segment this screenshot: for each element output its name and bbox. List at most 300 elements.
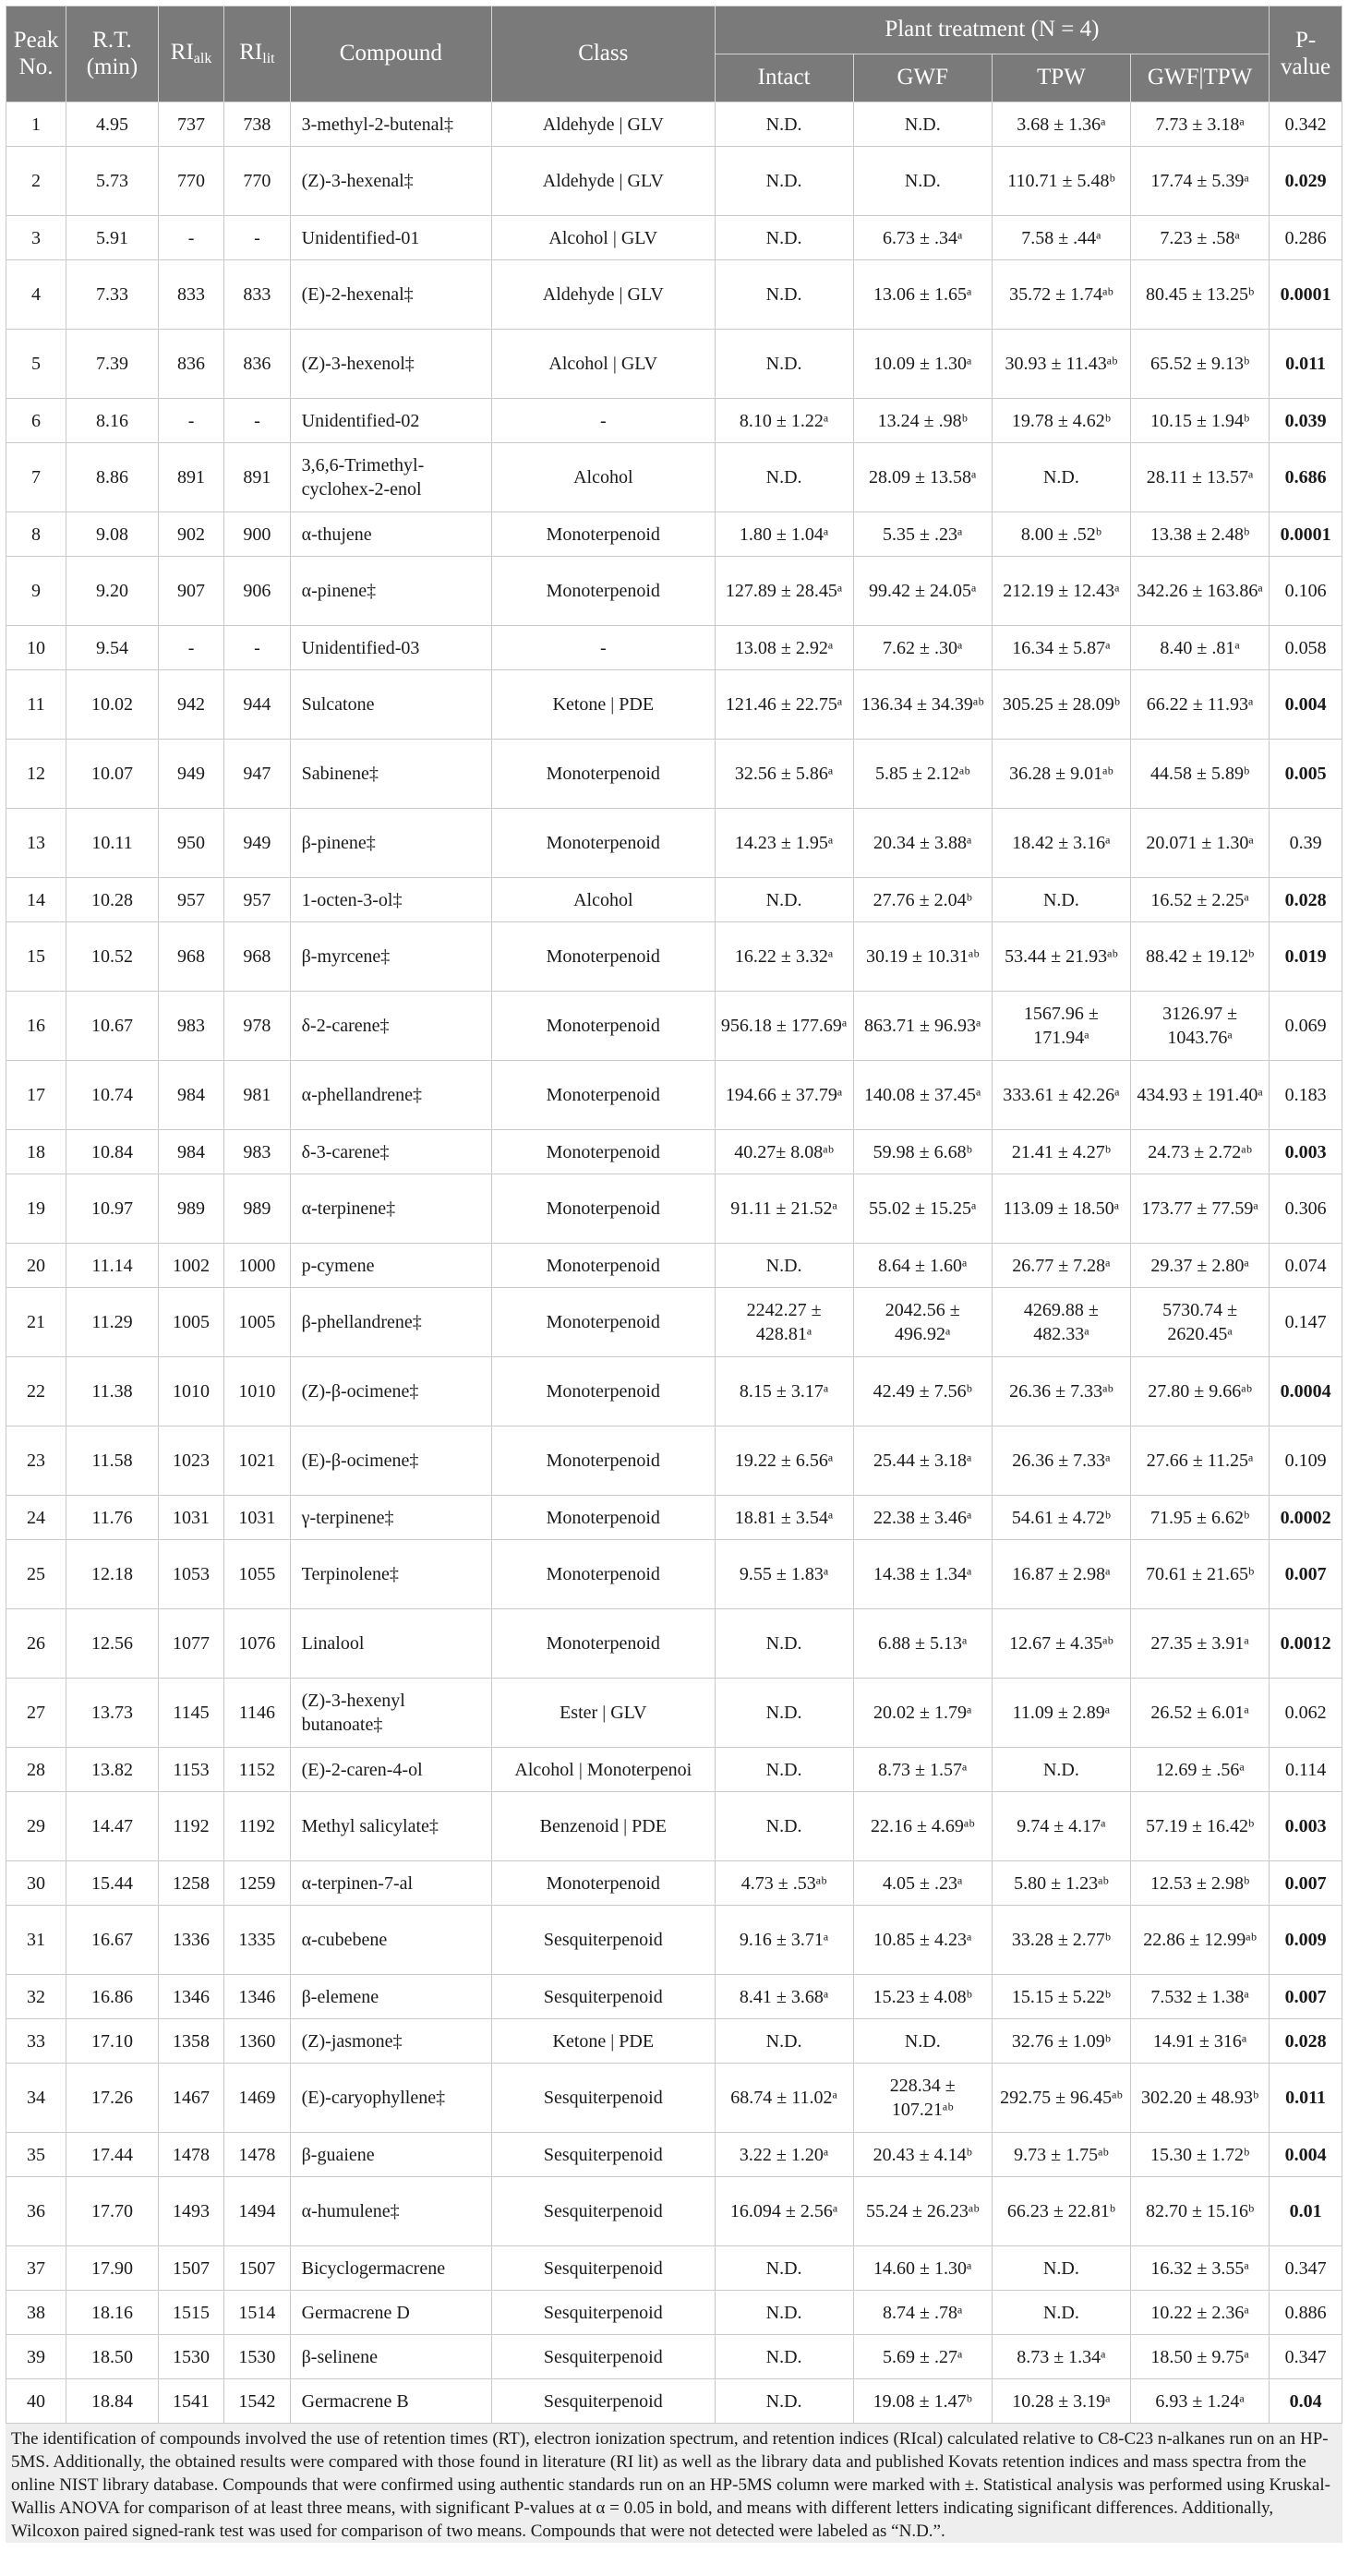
table-row: [6, 557, 1342, 626]
cell-ri-lit: 957: [224, 878, 290, 922]
cell-compound: α-pinene‡: [290, 557, 491, 626]
cell-intact: N.D.: [715, 2291, 853, 2335]
cell-tpw: 32.76 ± 1.09ᵇ: [992, 2019, 1130, 2064]
cell-peak: 40: [6, 2379, 66, 2424]
cell-ri-lit: 1192: [224, 1792, 290, 1861]
cell-rt: 10.84: [66, 1130, 159, 1174]
cell-gwf-tpw: 22.86 ± 12.99ᵃᵇ: [1131, 1906, 1270, 1975]
cell-ri-alk: 1010: [158, 1357, 223, 1426]
table-row: [6, 1061, 1342, 1130]
table-footnote: The identification of compounds involved the use of retention times (RT), electron ionization spectrum, and retention indices (RIcal) calculated relative to C8-C23 n-alkanes run on an HP-5MS. Additionally, the obtained results were compared with those found in literature (RI lit) as well as the library data and published Kovats retention indices and mass spectra from the online NIST library database. Compounds that were confirmed using authentic standards run on an HP-5MS column were marked with ±. Statistical analysis was performed using Kruskal-Wallis ANOVA for comparison of at least three means, with significant P-values at α = 0.05 in bold, and means with different letters indicating significant differences. Additionally, Wilcoxon paired signed-rank test was used for comparison of two means. Compounds that were not detected were labeled as “N.D.”.: [6, 2424, 1342, 2543]
cell-gwf: 5.69 ± .27ᵃ: [853, 2335, 992, 2379]
cell-class: Benzenoid | PDE: [492, 1792, 716, 1861]
cell-rt: 10.11: [66, 809, 159, 878]
cell-p-value: 0.003: [1270, 1130, 1342, 1174]
cell-gwf: 55.24 ± 26.23ᵃᵇ: [853, 2177, 992, 2246]
cell-gwf: 20.02 ± 1.79ᵃ: [853, 1679, 992, 1748]
cell-p-value: 0.007: [1270, 1975, 1342, 2019]
cell-ri-alk: 942: [158, 670, 223, 740]
cell-intact: 121.46 ± 22.75ᵃ: [715, 670, 853, 740]
cell-ri-alk: 907: [158, 557, 223, 626]
cell-gwf-tpw: 5730.74 ± 2620.45ᵃ: [1131, 1288, 1270, 1357]
table-row: [6, 330, 1342, 399]
header-rt: R.T. (min): [66, 6, 159, 102]
cell-rt: 4.95: [66, 102, 159, 147]
cell-class: Monoterpenoid: [492, 1496, 716, 1540]
cell-class: Monoterpenoid: [492, 1426, 716, 1496]
cell-gwf: 136.34 ± 34.39ᵃᵇ: [853, 670, 992, 740]
cell-gwf: 6.88 ± 5.13ᵃ: [853, 1609, 992, 1679]
cell-peak: 34: [6, 2064, 66, 2133]
cell-peak: 4: [6, 260, 66, 330]
cell-compound: Terpinolene‡: [290, 1540, 491, 1609]
table-row: [6, 878, 1342, 922]
cell-gwf: 30.19 ± 10.31ᵃᵇ: [853, 922, 992, 992]
cell-peak: 22: [6, 1357, 66, 1426]
cell-p-value: 0.009: [1270, 1906, 1342, 1975]
table-row: [6, 399, 1342, 443]
cell-compound: γ-terpinene‡: [290, 1496, 491, 1540]
cell-compound: Germacrene B: [290, 2379, 491, 2424]
table-row: [6, 1975, 1342, 2019]
table-row: [6, 1288, 1342, 1357]
cell-ri-alk: 989: [158, 1174, 223, 1244]
cell-gwf: N.D.: [853, 2019, 992, 2064]
header-gwf-tpw: GWF|TPW: [1131, 54, 1270, 102]
cell-gwf-tpw: 3126.97 ± 1043.76ᵃ: [1131, 992, 1270, 1061]
cell-compound: (E)-caryophyllene‡: [290, 2064, 491, 2133]
cell-ri-lit: 947: [224, 740, 290, 809]
header-ri-alk: $RI_{alk}$: [158, 6, 223, 102]
cell-gwf: 27.76 ± 2.04ᵇ: [853, 878, 992, 922]
cell-ri-alk: 1031: [158, 1496, 223, 1540]
cell-rt: 11.38: [66, 1357, 159, 1426]
cell-tpw: 36.28 ± 9.01ᵃᵇ: [992, 740, 1130, 809]
cell-compound: (Z)-3-hexenyl butanoate‡: [290, 1679, 491, 1748]
cell-peak: 28: [6, 1748, 66, 1792]
table-row: [6, 1609, 1342, 1679]
cell-gwf: 6.73 ± .34ᵃ: [853, 216, 992, 260]
table-row: [6, 992, 1342, 1061]
table-row: [6, 147, 1342, 216]
cell-ri-alk: 902: [158, 512, 223, 557]
cell-intact: 4.73 ± .53ᵃᵇ: [715, 1861, 853, 1906]
cell-tpw: N.D.: [992, 2291, 1130, 2335]
cell-gwf-tpw: 17.74 ± 5.39ᵃ: [1131, 147, 1270, 216]
cell-ri-lit: 1514: [224, 2291, 290, 2335]
cell-gwf: 99.42 ± 24.05ᵃ: [853, 557, 992, 626]
cell-gwf-tpw: 80.45 ± 13.25ᵇ: [1131, 260, 1270, 330]
cell-gwf: N.D.: [853, 147, 992, 216]
cell-gwf-tpw: 18.50 ± 9.75ᵃ: [1131, 2335, 1270, 2379]
cell-class: Alcohol | Monoterpenoi: [492, 1748, 716, 1792]
cell-ri-lit: 738: [224, 102, 290, 147]
cell-tpw: 16.34 ± 5.87ᵃ: [992, 626, 1130, 670]
cell-gwf-tpw: 71.95 ± 6.62ᵇ: [1131, 1496, 1270, 1540]
table-row: [6, 2019, 1342, 2064]
cell-p-value: 0.0001: [1270, 260, 1342, 330]
cell-class: -: [492, 399, 716, 443]
table-row: [6, 1540, 1342, 1609]
cell-rt: 18.50: [66, 2335, 159, 2379]
cell-gwf-tpw: 26.52 ± 6.01ᵃ: [1131, 1679, 1270, 1748]
table-row: [6, 1426, 1342, 1496]
cell-peak: 21: [6, 1288, 66, 1357]
header-class: Class: [492, 6, 716, 102]
cell-gwf-tpw: 66.22 ± 11.93ᵃ: [1131, 670, 1270, 740]
cell-rt: 13.82: [66, 1748, 159, 1792]
cell-peak: 23: [6, 1426, 66, 1496]
cell-class: Monoterpenoid: [492, 1609, 716, 1679]
cell-intact: 32.56 ± 5.86ᵃ: [715, 740, 853, 809]
cell-gwf-tpw: 12.53 ± 2.98ᵇ: [1131, 1861, 1270, 1906]
table-row: [6, 1244, 1342, 1288]
cell-gwf: 22.38 ± 3.46ᵃ: [853, 1496, 992, 1540]
cell-class: Monoterpenoid: [492, 1130, 716, 1174]
cell-intact: N.D.: [715, 1792, 853, 1861]
cell-gwf: 5.85 ± 2.12ᵃᵇ: [853, 740, 992, 809]
cell-ri-lit: 1259: [224, 1861, 290, 1906]
cell-gwf: 140.08 ± 37.45ᵃ: [853, 1061, 992, 1130]
cell-class: Sesquiterpenoid: [492, 2291, 716, 2335]
table-row: [6, 809, 1342, 878]
cell-class: Monoterpenoid: [492, 1357, 716, 1426]
cell-intact: N.D.: [715, 1679, 853, 1748]
cell-ri-lit: 981: [224, 1061, 290, 1130]
cell-ri-alk: 1053: [158, 1540, 223, 1609]
cell-intact: 40.27± 8.08ᵃᵇ: [715, 1130, 853, 1174]
cell-intact: 9.16 ± 3.71ᵃ: [715, 1906, 853, 1975]
cell-intact: 13.08 ± 2.92ᵃ: [715, 626, 853, 670]
cell-class: Monoterpenoid: [492, 1244, 716, 1288]
header-peak: Peak No.: [6, 6, 66, 102]
cell-class: Alcohol | GLV: [492, 216, 716, 260]
cell-class: Monoterpenoid: [492, 922, 716, 992]
cell-peak: 1: [6, 102, 66, 147]
cell-peak: 31: [6, 1906, 66, 1975]
cell-tpw: N.D.: [992, 1748, 1130, 1792]
cell-intact: N.D.: [715, 2335, 853, 2379]
cell-gwf: 228.34 ± 107.21ᵃᵇ: [853, 2064, 992, 2133]
cell-tpw: 11.09 ± 2.89ᵃ: [992, 1679, 1130, 1748]
cell-intact: 91.11 ± 21.52ᵃ: [715, 1174, 853, 1244]
cell-rt: 8.86: [66, 443, 159, 512]
cell-ri-lit: 1469: [224, 2064, 290, 2133]
cell-intact: 3.22 ± 1.20ᵃ: [715, 2133, 853, 2177]
cell-gwf: 22.16 ± 4.69ᵃᵇ: [853, 1792, 992, 1861]
cell-ri-alk: 1336: [158, 1906, 223, 1975]
cell-tpw: 16.87 ± 2.98ᵃ: [992, 1540, 1130, 1609]
cell-ri-alk: 1493: [158, 2177, 223, 2246]
cell-class: Monoterpenoid: [492, 992, 716, 1061]
cell-rt: 15.44: [66, 1861, 159, 1906]
compound-table: [6, 6, 1342, 2424]
cell-gwf: 8.64 ± 1.60ᵃ: [853, 1244, 992, 1288]
cell-gwf-tpw: 16.52 ± 2.25ᵃ: [1131, 878, 1270, 922]
table-row: [6, 2177, 1342, 2246]
cell-tpw: 19.78 ± 4.62ᵇ: [992, 399, 1130, 443]
cell-class: Sesquiterpenoid: [492, 2133, 716, 2177]
table-row: [6, 1130, 1342, 1174]
table-row: [6, 2064, 1342, 2133]
cell-gwf-tpw: 15.30 ± 1.72ᵇ: [1131, 2133, 1270, 2177]
cell-ri-alk: -: [158, 216, 223, 260]
cell-gwf-tpw: 13.38 ± 2.48ᵇ: [1131, 512, 1270, 557]
cell-ri-lit: 1335: [224, 1906, 290, 1975]
cell-class: Sesquiterpenoid: [492, 1906, 716, 1975]
cell-gwf-tpw: 27.35 ± 3.91ᵃ: [1131, 1609, 1270, 1679]
cell-peak: 12: [6, 740, 66, 809]
cell-compound: α-phellandrene‡: [290, 1061, 491, 1130]
header-ri-lit: $RI_{lit}$: [224, 6, 290, 102]
cell-gwf-tpw: 82.70 ± 15.16ᵇ: [1131, 2177, 1270, 2246]
cell-p-value: 0.011: [1270, 2064, 1342, 2133]
cell-intact: 14.23 ± 1.95ᵃ: [715, 809, 853, 878]
table-row: [6, 1748, 1342, 1792]
cell-p-value: 0.0002: [1270, 1496, 1342, 1540]
cell-ri-alk: 968: [158, 922, 223, 992]
cell-rt: 11.58: [66, 1426, 159, 1496]
cell-tpw: 333.61 ± 42.26ᵃ: [992, 1061, 1130, 1130]
cell-intact: N.D.: [715, 216, 853, 260]
cell-gwf-tpw: 12.69 ± .56ᵃ: [1131, 1748, 1270, 1792]
cell-gwf: 10.85 ± 4.23ᵃ: [853, 1906, 992, 1975]
cell-ri-lit: 1076: [224, 1609, 290, 1679]
table-row: [6, 670, 1342, 740]
cell-gwf-tpw: 88.42 ± 19.12ᵇ: [1131, 922, 1270, 992]
cell-peak: 2: [6, 147, 66, 216]
cell-class: Monoterpenoid: [492, 740, 716, 809]
cell-compound: Sabinene‡: [290, 740, 491, 809]
cell-p-value: 0.062: [1270, 1679, 1342, 1748]
cell-ri-lit: -: [224, 399, 290, 443]
cell-class: Sesquiterpenoid: [492, 1975, 716, 2019]
cell-gwf-tpw: 7.23 ± .58ᵃ: [1131, 216, 1270, 260]
cell-gwf-tpw: 6.93 ± 1.24ᵃ: [1131, 2379, 1270, 2424]
cell-rt: 11.76: [66, 1496, 159, 1540]
cell-ri-alk: 1258: [158, 1861, 223, 1906]
cell-gwf: 20.43 ± 4.14ᵇ: [853, 2133, 992, 2177]
cell-ri-lit: 1146: [224, 1679, 290, 1748]
cell-p-value: 0.347: [1270, 2335, 1342, 2379]
cell-intact: 1.80 ± 1.04ᵃ: [715, 512, 853, 557]
cell-tpw: 10.28 ± 3.19ᵃ: [992, 2379, 1130, 2424]
cell-compound: Methyl salicylate‡: [290, 1792, 491, 1861]
table-row: [6, 443, 1342, 512]
cell-p-value: 0.003: [1270, 1792, 1342, 1861]
cell-ri-alk: 984: [158, 1130, 223, 1174]
cell-peak: 38: [6, 2291, 66, 2335]
cell-rt: 7.33: [66, 260, 159, 330]
cell-class: Sesquiterpenoid: [492, 2064, 716, 2133]
cell-ri-alk: 984: [158, 1061, 223, 1130]
cell-ri-lit: 1000: [224, 1244, 290, 1288]
cell-ri-alk: 1541: [158, 2379, 223, 2424]
cell-tpw: 15.15 ± 5.22ᵇ: [992, 1975, 1130, 2019]
cell-gwf: 19.08 ± 1.47ᵇ: [853, 2379, 992, 2424]
cell-peak: 8: [6, 512, 66, 557]
cell-ri-alk: 1005: [158, 1288, 223, 1357]
cell-rt: 11.14: [66, 1244, 159, 1288]
cell-rt: 14.47: [66, 1792, 159, 1861]
cell-intact: N.D.: [715, 2246, 853, 2291]
cell-gwf: 14.60 ± 1.30ᵃ: [853, 2246, 992, 2291]
cell-peak: 13: [6, 809, 66, 878]
cell-compound: δ-3-carene‡: [290, 1130, 491, 1174]
cell-tpw: N.D.: [992, 2246, 1130, 2291]
cell-gwf-tpw: 44.58 ± 5.89ᵇ: [1131, 740, 1270, 809]
cell-intact: 194.66 ± 37.79ᵃ: [715, 1061, 853, 1130]
cell-p-value: 0.007: [1270, 1861, 1342, 1906]
cell-gwf: 8.73 ± 1.57ᵃ: [853, 1748, 992, 1792]
table-row: [6, 512, 1342, 557]
table-row: [6, 1496, 1342, 1540]
cell-intact: 68.74 ± 11.02ᵃ: [715, 2064, 853, 2133]
cell-gwf: 59.98 ± 6.68ᵇ: [853, 1130, 992, 1174]
cell-rt: 18.84: [66, 2379, 159, 2424]
cell-compound: β-phellandrene‡: [290, 1288, 491, 1357]
cell-gwf-tpw: 65.52 ± 9.13ᵇ: [1131, 330, 1270, 399]
table-row: [6, 2291, 1342, 2335]
table-row: [6, 1861, 1342, 1906]
cell-compound: (Z)-jasmone‡: [290, 2019, 491, 2064]
cell-compound: α-terpinene‡: [290, 1174, 491, 1244]
table-header: [6, 6, 1342, 102]
cell-p-value: 0.306: [1270, 1174, 1342, 1244]
cell-gwf-tpw: 10.22 ± 2.36ᵃ: [1131, 2291, 1270, 2335]
cell-gwf: N.D.: [853, 102, 992, 147]
table-row: [6, 1174, 1342, 1244]
cell-gwf: 10.09 ± 1.30ᵃ: [853, 330, 992, 399]
cell-compound: α-humulene‡: [290, 2177, 491, 2246]
cell-gwf-tpw: 434.93 ± 191.40ᵃ: [1131, 1061, 1270, 1130]
cell-class: Ester | GLV: [492, 1679, 716, 1748]
cell-compound: β-guaiene: [290, 2133, 491, 2177]
header-intact: Intact: [715, 54, 853, 102]
cell-peak: 35: [6, 2133, 66, 2177]
cell-tpw: 21.41 ± 4.27ᵇ: [992, 1130, 1130, 1174]
cell-gwf: 13.06 ± 1.65ᵃ: [853, 260, 992, 330]
cell-rt: 17.90: [66, 2246, 159, 2291]
cell-p-value: 0.286: [1270, 216, 1342, 260]
cell-peak: 37: [6, 2246, 66, 2291]
cell-rt: 17.44: [66, 2133, 159, 2177]
cell-intact: N.D.: [715, 1748, 853, 1792]
cell-p-value: 0.114: [1270, 1748, 1342, 1792]
cell-ri-alk: 737: [158, 102, 223, 147]
cell-gwf: 55.02 ± 15.25ᵃ: [853, 1174, 992, 1244]
cell-compound: Unidentified-02: [290, 399, 491, 443]
cell-peak: 32: [6, 1975, 66, 2019]
header-tpw: TPW: [992, 54, 1130, 102]
cell-p-value: 0.007: [1270, 1540, 1342, 1609]
cell-tpw: 305.25 ± 28.09ᵇ: [992, 670, 1130, 740]
cell-rt: 7.39: [66, 330, 159, 399]
cell-ri-lit: 1055: [224, 1540, 290, 1609]
cell-ri-lit: 833: [224, 260, 290, 330]
cell-ri-lit: 906: [224, 557, 290, 626]
cell-compound: (Z)-3-hexenol‡: [290, 330, 491, 399]
cell-tpw: 9.74 ± 4.17ᵃ: [992, 1792, 1130, 1861]
cell-tpw: 1567.96 ± 171.94ᵃ: [992, 992, 1130, 1061]
cell-tpw: 4269.88 ± 482.33ᵃ: [992, 1288, 1130, 1357]
table-container: [6, 6, 1342, 2543]
cell-intact: N.D.: [715, 260, 853, 330]
cell-ri-alk: -: [158, 626, 223, 670]
cell-tpw: N.D.: [992, 878, 1130, 922]
cell-class: Aldehyde | GLV: [492, 147, 716, 216]
cell-class: Monoterpenoid: [492, 1540, 716, 1609]
cell-intact: N.D.: [715, 443, 853, 512]
cell-ri-lit: 891: [224, 443, 290, 512]
cell-class: Aldehyde | GLV: [492, 102, 716, 147]
header-p-value: P-value: [1270, 6, 1342, 102]
cell-intact: N.D.: [715, 102, 853, 147]
cell-ri-lit: 978: [224, 992, 290, 1061]
cell-ri-alk: 950: [158, 809, 223, 878]
cell-peak: 5: [6, 330, 66, 399]
cell-gwf-tpw: 10.15 ± 1.94ᵇ: [1131, 399, 1270, 443]
cell-peak: 39: [6, 2335, 66, 2379]
cell-tpw: 54.61 ± 4.72ᵇ: [992, 1496, 1130, 1540]
cell-p-value: 0.39: [1270, 809, 1342, 878]
cell-peak: 26: [6, 1609, 66, 1679]
cell-rt: 12.18: [66, 1540, 159, 1609]
cell-ri-alk: 1346: [158, 1975, 223, 2019]
cell-ri-lit: 949: [224, 809, 290, 878]
cell-ri-alk: 1023: [158, 1426, 223, 1496]
cell-compound: δ-2-carene‡: [290, 992, 491, 1061]
cell-peak: 16: [6, 992, 66, 1061]
cell-compound: (E)-2-caren-4-ol: [290, 1748, 491, 1792]
cell-peak: 9: [6, 557, 66, 626]
cell-ri-alk: 1530: [158, 2335, 223, 2379]
table-row: [6, 1679, 1342, 1748]
cell-ri-lit: 1346: [224, 1975, 290, 2019]
cell-tpw: 35.72 ± 1.74ᵃᵇ: [992, 260, 1130, 330]
cell-compound: Linalool: [290, 1609, 491, 1679]
cell-ri-lit: 1360: [224, 2019, 290, 2064]
cell-compound: (E)-2-hexenal‡: [290, 260, 491, 330]
cell-intact: 19.22 ± 6.56ᵃ: [715, 1426, 853, 1496]
cell-compound: 1-octen-3-ol‡: [290, 878, 491, 922]
cell-rt: 10.74: [66, 1061, 159, 1130]
cell-peak: 24: [6, 1496, 66, 1540]
cell-intact: 16.22 ± 3.32ᵃ: [715, 922, 853, 992]
table-row: [6, 2335, 1342, 2379]
cell-tpw: 110.71 ± 5.48ᵇ: [992, 147, 1130, 216]
cell-rt: 10.52: [66, 922, 159, 992]
cell-rt: 16.67: [66, 1906, 159, 1975]
cell-p-value: 0.028: [1270, 2019, 1342, 2064]
cell-compound: β-pinene‡: [290, 809, 491, 878]
cell-p-value: 0.029: [1270, 147, 1342, 216]
cell-class: Monoterpenoid: [492, 1861, 716, 1906]
cell-peak: 29: [6, 1792, 66, 1861]
cell-ri-lit: 1005: [224, 1288, 290, 1357]
cell-rt: 17.70: [66, 2177, 159, 2246]
cell-p-value: 0.886: [1270, 2291, 1342, 2335]
cell-ri-lit: 989: [224, 1174, 290, 1244]
cell-gwf-tpw: 8.40 ± .81ᵃ: [1131, 626, 1270, 670]
cell-rt: 10.28: [66, 878, 159, 922]
cell-ri-lit: 1542: [224, 2379, 290, 2424]
cell-p-value: 0.347: [1270, 2246, 1342, 2291]
cell-tpw: 3.68 ± 1.36ᵃ: [992, 102, 1130, 147]
cell-ri-alk: 1077: [158, 1609, 223, 1679]
cell-class: Ketone | PDE: [492, 670, 716, 740]
cell-class: -: [492, 626, 716, 670]
